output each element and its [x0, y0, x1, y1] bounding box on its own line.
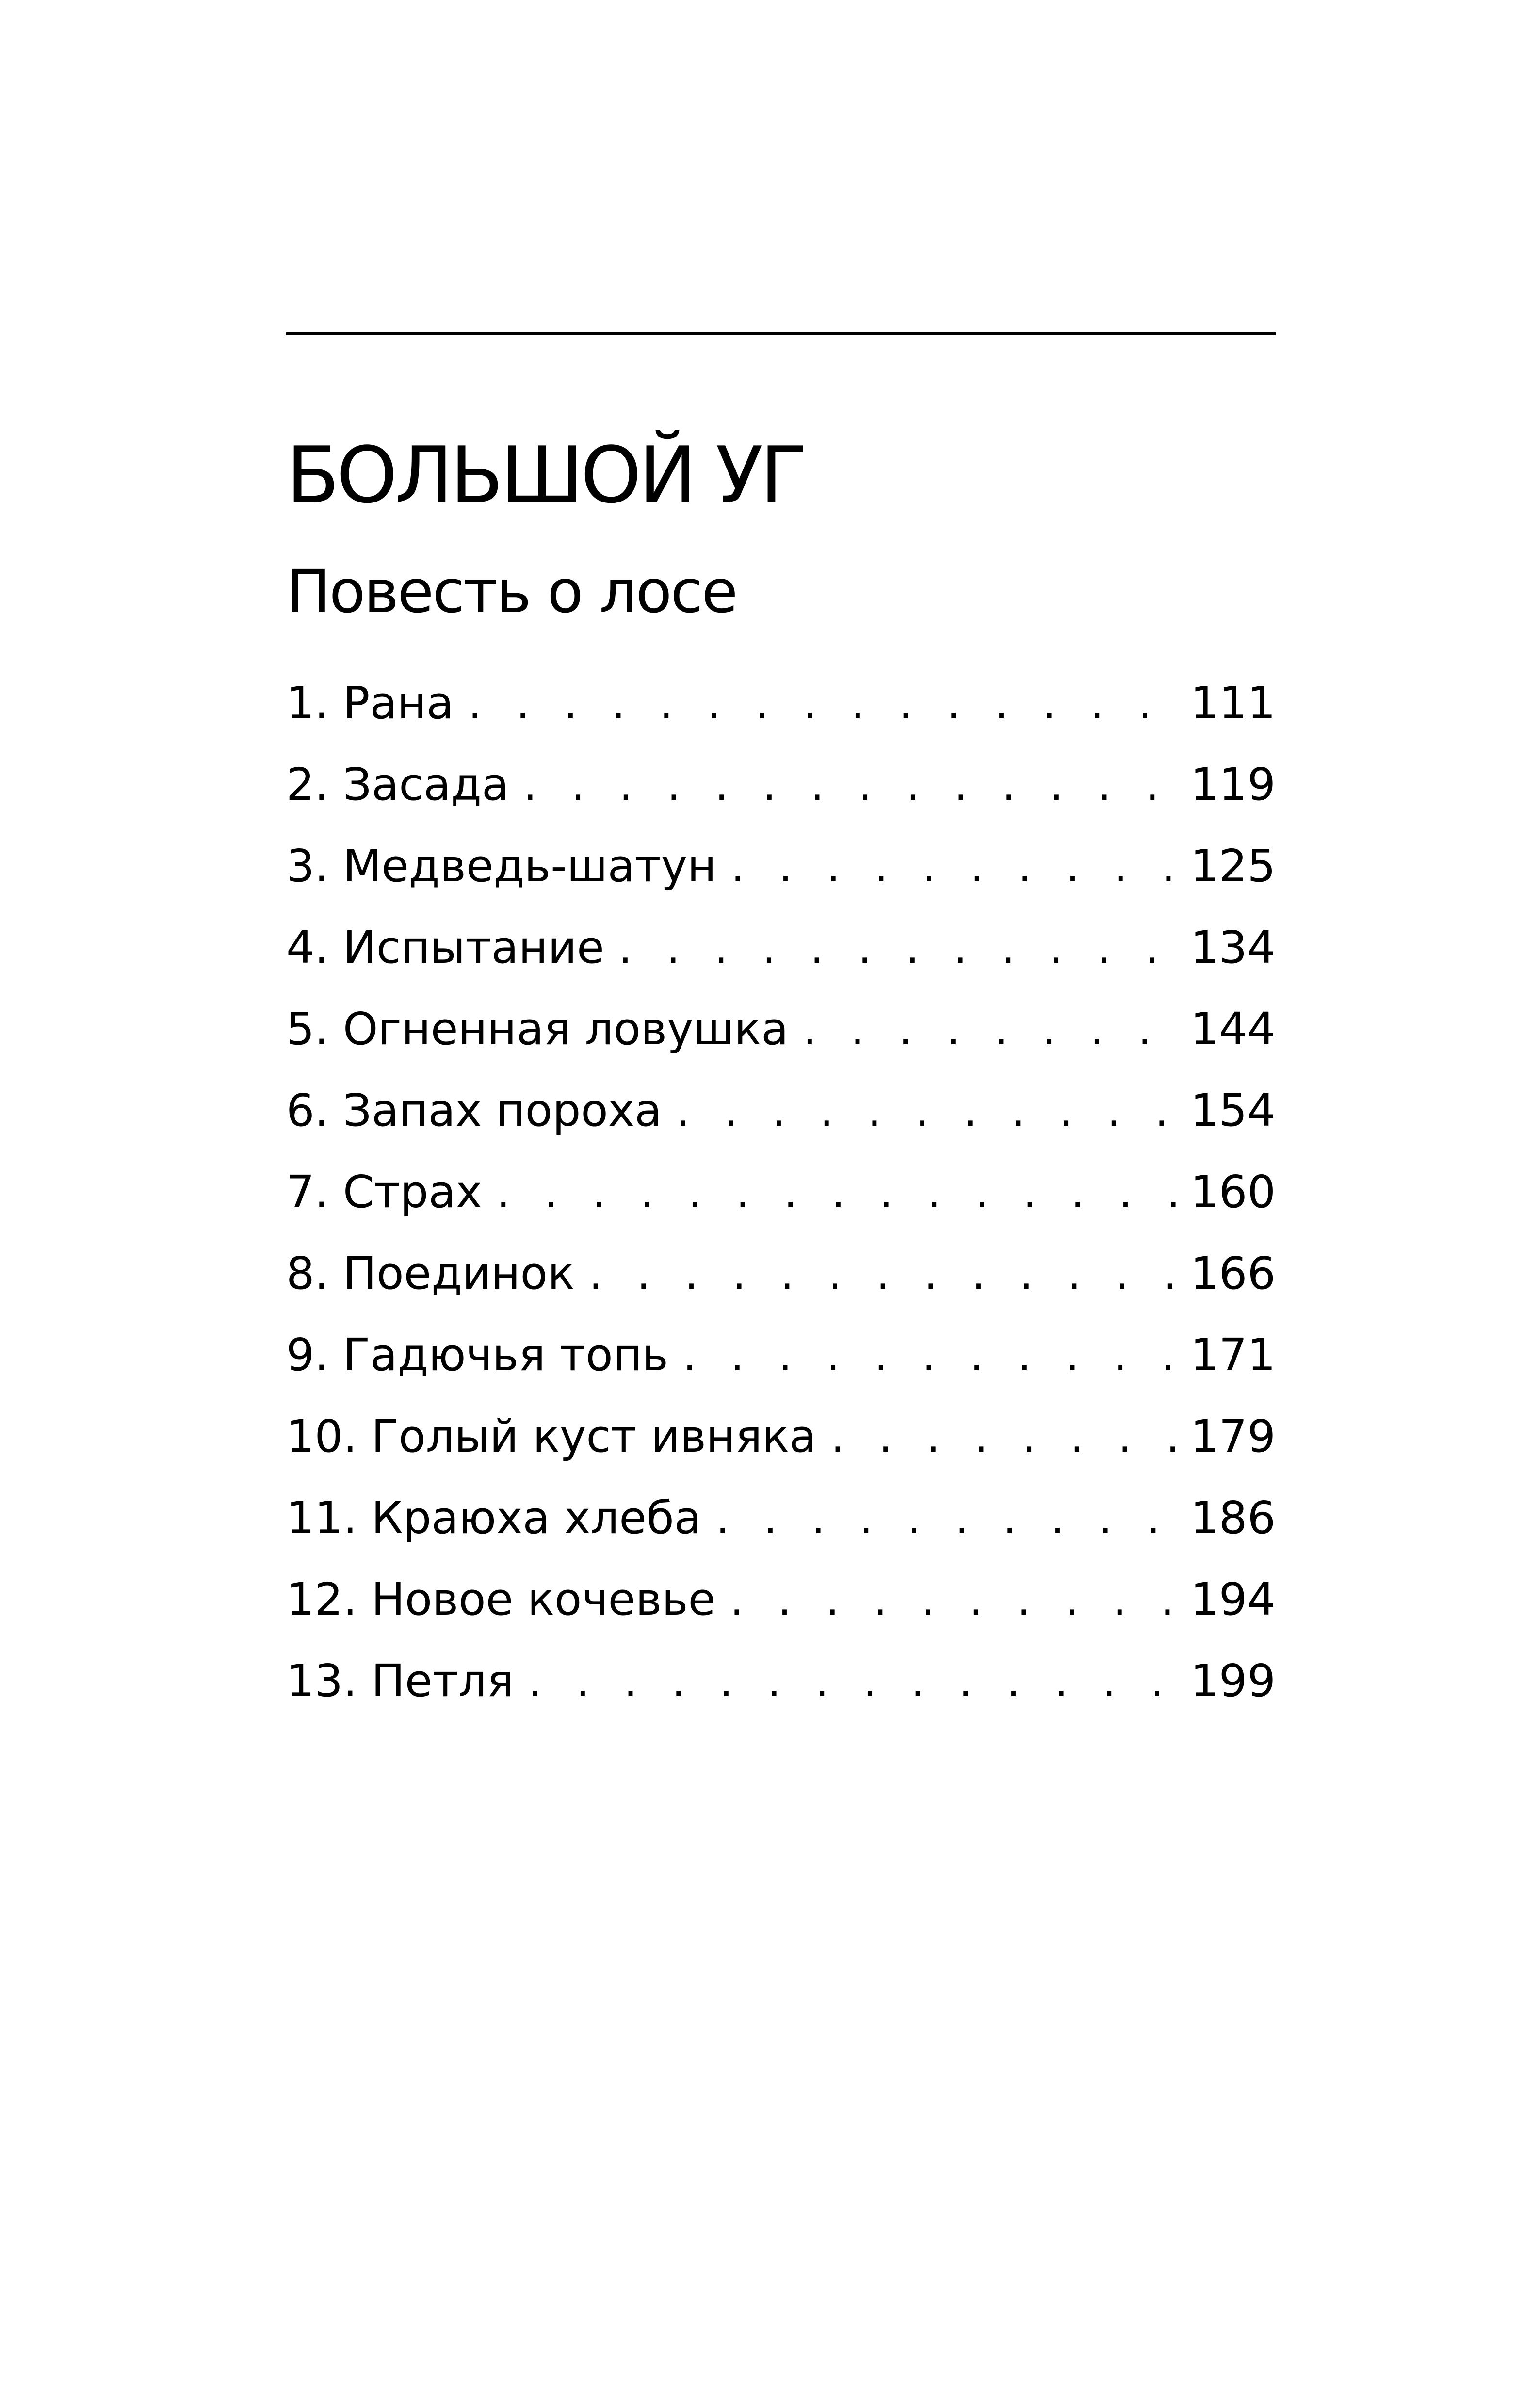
- toc-entry: [286, 1647, 1276, 1729]
- dot-leader: [523, 752, 1183, 820]
- toc-entry-title: 8. Поединок: [286, 1247, 575, 1299]
- toc-entry: [286, 1158, 1276, 1240]
- dot-leader: [730, 1567, 1183, 1635]
- toc-entry-page: 154: [1190, 1085, 1276, 1136]
- toc-entry-title: 7. Страх: [286, 1166, 483, 1218]
- dot-leader: [683, 1322, 1183, 1390]
- table-of-contents: [286, 669, 1276, 1729]
- toc-entry: [286, 1321, 1276, 1403]
- toc-entry-page: 160: [1190, 1166, 1276, 1218]
- dot-leader: [589, 1241, 1184, 1309]
- toc-entry-title: 2. Засада: [286, 759, 509, 810]
- dot-leader: [731, 833, 1183, 901]
- toc-entry: [286, 1240, 1276, 1321]
- toc-entry-title: 3. Медведь-шатун: [286, 840, 717, 892]
- toc-entry: [286, 1077, 1276, 1158]
- toc-entry: [286, 1484, 1276, 1566]
- book-subtitle: Повесть о лосе: [286, 557, 737, 626]
- toc-entry-page: 194: [1190, 1573, 1276, 1625]
- dot-leader: [831, 1404, 1183, 1472]
- toc-entry-page: 199: [1190, 1655, 1276, 1707]
- dot-leader: [716, 1485, 1183, 1553]
- toc-entry-title: 13. Петля: [286, 1655, 514, 1707]
- toc-entry-title: 9. Гадючья топь: [286, 1329, 668, 1381]
- toc-entry-page: 125: [1190, 840, 1276, 892]
- toc-entry: [286, 995, 1276, 1077]
- toc-entry-title: 4. Испытание: [286, 922, 604, 973]
- dot-leader: [528, 1648, 1183, 1716]
- toc-entry-page: 179: [1190, 1410, 1276, 1462]
- toc-entry-title: 5. Огненная ловушка: [286, 1003, 789, 1055]
- dot-leader: [677, 1078, 1184, 1146]
- dot-leader: [619, 915, 1184, 983]
- toc-entry-title: 10. Голый куст ивняка: [286, 1410, 817, 1462]
- toc-entry-page: 111: [1190, 677, 1276, 729]
- toc-entry: [286, 1566, 1276, 1647]
- toc-entry-title: 12. Новое кочевье: [286, 1573, 716, 1625]
- dot-leader: [497, 1159, 1183, 1227]
- toc-entry: [286, 914, 1276, 995]
- dot-leader: [468, 670, 1183, 738]
- header-rule: [286, 332, 1276, 335]
- dot-leader: [803, 996, 1184, 1064]
- toc-entry-page: 186: [1190, 1492, 1276, 1544]
- toc-entry-page: 144: [1190, 1003, 1276, 1055]
- toc-entry-page: 171: [1190, 1329, 1276, 1381]
- toc-entry: [286, 1403, 1276, 1484]
- toc-entry-title: 1. Рана: [286, 677, 454, 729]
- toc-entry-page: 119: [1190, 759, 1276, 810]
- toc-entry: [286, 751, 1276, 832]
- toc-entry-page: 166: [1190, 1247, 1276, 1299]
- book-title: БОЛЬШОЙ УГ: [286, 430, 805, 520]
- toc-entry: [286, 832, 1276, 914]
- toc-entry-page: 134: [1190, 922, 1276, 973]
- toc-entry: [286, 669, 1276, 751]
- toc-entry-title: 6. Запах пороха: [286, 1085, 662, 1136]
- toc-entry-title: 11. Краюха хлеба: [286, 1492, 702, 1544]
